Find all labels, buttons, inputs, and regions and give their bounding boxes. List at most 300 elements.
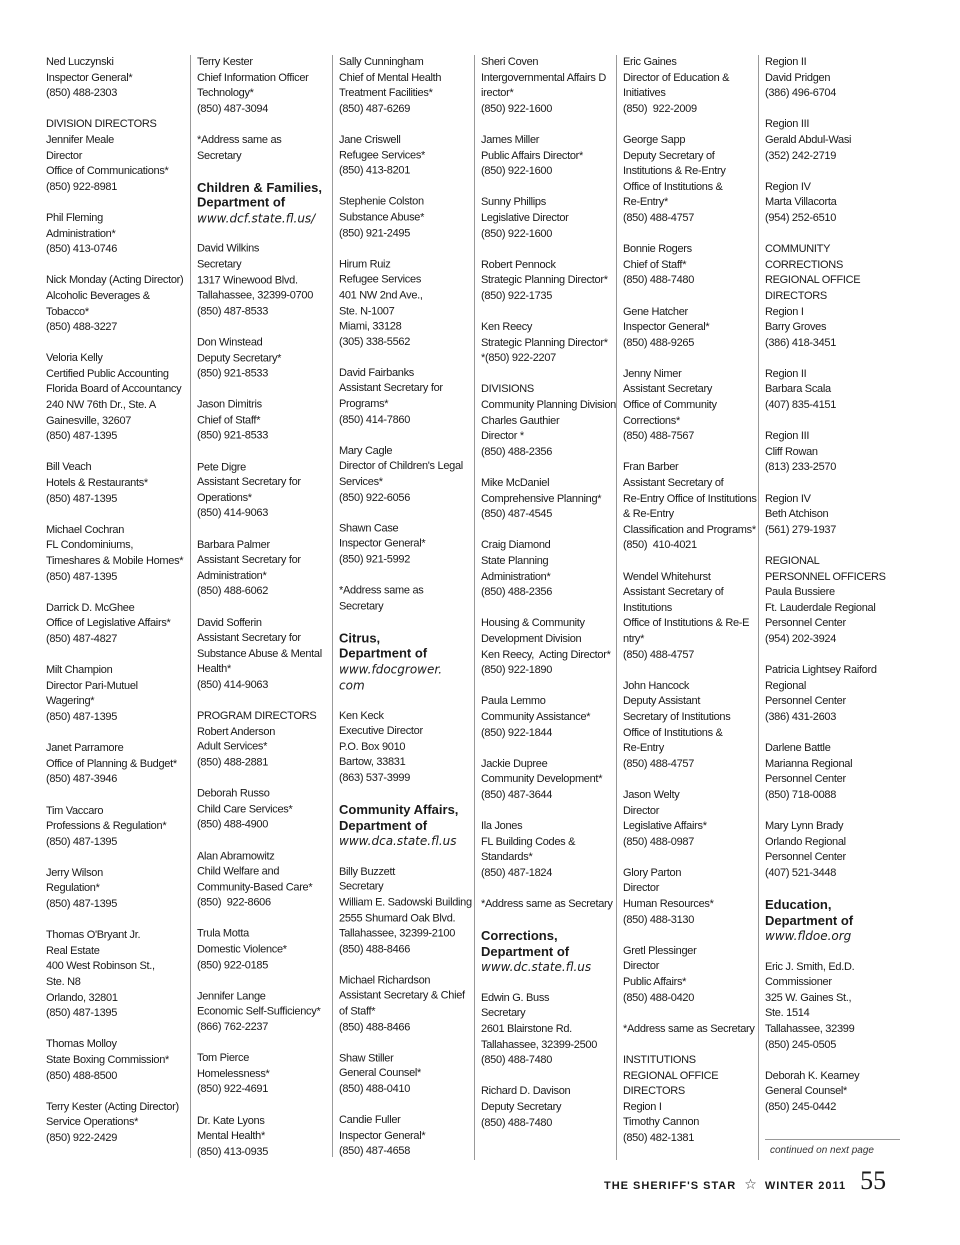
department-section-heading [481, 928, 619, 975]
entry-line: Paula Bussiere [765, 586, 835, 599]
entry-line: (352) 242-2719 [765, 149, 837, 162]
entry-line: P.O. Box 9010 [339, 740, 406, 753]
directory-entry [481, 819, 619, 881]
entry-line: Sunny Phillips [481, 196, 546, 209]
entry-line: (850) 488-2356 [481, 445, 553, 458]
directory-entry [197, 398, 335, 445]
entry-line: Ste. N-1007 [339, 304, 395, 317]
entry-line: Eric Gaines [623, 56, 677, 68]
entry-line: Public Affairs Director* [481, 149, 584, 162]
entry-line: (813) 233-2570 [765, 461, 837, 474]
entry-line: Tobacco* [46, 305, 89, 318]
entry-line: Thomas O'Bryant Jr. [46, 929, 141, 942]
entry-line: Region III [765, 430, 810, 443]
department-section-heading [339, 630, 477, 693]
entry-line: Certified Public Accounting [46, 367, 169, 380]
entry-line: Assistant Secretary of [623, 586, 724, 599]
directory-entry [765, 242, 903, 351]
entry-line: Health* [197, 663, 231, 676]
directory-entry [481, 897, 619, 913]
directory-entry [46, 55, 184, 102]
entry-line: Thomas Molloy [46, 1038, 117, 1051]
entry-line: Inspector General* [623, 321, 710, 334]
entry-line: Phil Fleming [46, 211, 103, 224]
entry-line: Secretary [339, 881, 384, 894]
entry-line: Sheri Coven [481, 56, 539, 68]
entry-line: (850) 487-1395 [46, 835, 118, 848]
department-url: www.fldoe.org [765, 929, 852, 944]
entry-line: Gerald Abdul-Wasi [765, 133, 852, 146]
entry-line: (561) 279-1937 [765, 523, 837, 536]
directory-entry [197, 989, 335, 1036]
entry-line: (850) 922-8606 [197, 896, 271, 909]
directory-entry [765, 960, 903, 1054]
entry-line: (850) 487-6269 [339, 102, 411, 115]
directory-entry [623, 866, 761, 928]
entry-line: (850) 487-1395 [46, 1007, 118, 1020]
entry-line: Administration* [481, 570, 551, 583]
entry-line: *Address same as [339, 584, 424, 597]
entry-line: (850) 488-4757 [623, 211, 695, 224]
entry-line: Hirum Ruiz [339, 258, 391, 271]
entry-line: Housing & Community [481, 617, 585, 630]
entry-line: Office of Legislative Affairs* [46, 617, 171, 630]
directory-entry [765, 663, 903, 725]
entry-line: Gainesville, 32607 [46, 414, 132, 427]
department-title: Citrus, [339, 630, 381, 646]
directory-entry [481, 757, 619, 804]
entry-line: Tallahassee, 32399 [765, 1023, 855, 1036]
entry-line: Deputy Secretary [481, 1101, 562, 1113]
entry-line: State Boxing Commission* [46, 1054, 170, 1066]
directory-entry [46, 523, 184, 585]
entry-line: Beth Atchison [765, 508, 829, 521]
entry-line: Services* [339, 475, 383, 488]
entry-line: Personnel Center [765, 695, 846, 708]
entry-line: Tallahassee, 32399-0700 [197, 289, 314, 302]
directory-entry [46, 1037, 184, 1084]
entry-line: PERSONNEL OFFICERS [765, 570, 886, 583]
entry-line: Initiatives [623, 87, 666, 100]
department-url: www.dca.state.fl.us [339, 834, 457, 848]
entry-line: (850) 488-2356 [481, 586, 553, 599]
entry-line: Assistant Secretary [623, 383, 713, 396]
directory-entry [481, 476, 619, 523]
directory-entry [197, 787, 335, 834]
entry-line: Re-Entry* [623, 196, 668, 209]
entry-line: Marianna Regional [765, 757, 853, 770]
directory-entry [481, 258, 619, 305]
directory-entry [339, 973, 477, 1035]
entry-line: (850) 922-2009 [623, 102, 697, 115]
entry-line: Miami, 33128 [339, 320, 402, 333]
entry-line: Paula Lemmo [481, 695, 546, 708]
entry-line: Community-Based Care* [197, 881, 313, 894]
department-section-heading [197, 180, 335, 227]
directory-entry [481, 616, 619, 678]
entry-line: Nick Monday (Acting Director) [46, 274, 184, 287]
entry-line: Michael Richardson [339, 974, 431, 987]
directory-entry [197, 55, 335, 117]
entry-line: General Counsel* [339, 1067, 422, 1080]
entry-line: Hotels & Restaurants* [46, 477, 148, 490]
entry-line: Bill Veach [46, 461, 92, 474]
department-url: www.dc.state.fl.us [481, 960, 592, 975]
entry-line: Candie Fuller [339, 1114, 401, 1127]
entry-line: Jenny Nimer [623, 367, 682, 380]
entry-line: Bonnie Rogers [623, 243, 692, 256]
directory-entry [623, 944, 761, 1006]
entry-line: Terry Kester [197, 55, 253, 68]
entry-line: Director [623, 960, 660, 973]
entry-line: Homelessness* [197, 1067, 270, 1080]
entry-line: (850) 922-2429 [46, 1131, 118, 1144]
entry-line: Region II [765, 56, 807, 68]
entry-line: John Hancock [623, 679, 690, 692]
entry-line: David Wilkins [197, 243, 260, 255]
entry-line: Secretary of Institutions [623, 710, 731, 723]
entry-line: Region IV [765, 492, 811, 505]
entry-line: Tallahassee, 32399-2500 [481, 1038, 598, 1051]
directory-entry [765, 554, 903, 648]
entry-line: Commissioner [765, 976, 832, 989]
entry-line: Professions & Regulation* [46, 820, 167, 833]
entry-line: Secretary [339, 600, 384, 613]
entry-line: Standards* [481, 851, 533, 864]
entry-line: Personnel Center [765, 851, 846, 864]
entry-line: (850) 488-9265 [623, 336, 695, 349]
entry-line: (850) 245-0442 [765, 1101, 837, 1113]
entry-line: (407) 835-4151 [765, 399, 837, 412]
page-footer [604, 1166, 887, 1195]
entry-line: Strategic Planning Director* [481, 336, 608, 349]
entry-line: Timeshares & Mobile Homes* [46, 555, 184, 567]
entry-line: Ned Luczynski [46, 56, 114, 68]
entry-line: Region I [623, 1100, 662, 1113]
directory-entry [339, 709, 477, 787]
entry-line: Ken Keck [339, 709, 384, 722]
entry-line: (850) 488-8500 [46, 1069, 118, 1082]
directory-entry [623, 570, 761, 664]
entry-line: Office of Community [623, 399, 717, 412]
entry-line: (850) 487-1824 [481, 866, 553, 879]
entry-line: Sally Cunningham [339, 55, 424, 68]
entry-line: James Miller [481, 133, 540, 146]
entry-line: Wendel Whitehurst [623, 570, 711, 583]
entry-line: (386) 496-6704 [765, 87, 837, 100]
entry-line: Billy Buzzett [339, 865, 396, 878]
entry-line: Assistant Secretary & Chief [339, 989, 465, 1002]
department-title: Department of [765, 912, 854, 928]
entry-line: Dr. Kate Lyons [197, 1114, 265, 1127]
directory-entry [197, 538, 335, 600]
entry-line: Regional [765, 679, 807, 692]
entry-line: of Staff* [339, 1005, 376, 1018]
entry-line: Trula Motta [197, 927, 249, 940]
column-1 [46, 55, 184, 1160]
entry-line: Orlando Regional [765, 835, 846, 848]
entry-line: George Sapp [623, 133, 686, 146]
entry-line: (866) 762-2237 [197, 1021, 269, 1034]
directory-entry [339, 1051, 477, 1098]
entry-line: Shawn Case [339, 522, 399, 535]
entry-line: State Planning [481, 555, 549, 567]
entry-line: (850) 488-7480 [623, 274, 695, 287]
entry-line: Assistant Secretary for [339, 382, 443, 395]
entry-line: Region III [765, 118, 810, 131]
department-title: Department of [197, 194, 286, 210]
entry-line: (863) 537-3999 [339, 771, 411, 784]
entry-line: Edwin G. Buss [481, 991, 550, 1004]
entry-line: (850) 922-1600 [481, 165, 553, 178]
entry-line: Ft. Lauderdale Regional [765, 601, 876, 614]
directory-entry [197, 242, 335, 320]
entry-line: Don Winstead [197, 336, 263, 349]
entry-line: Jerry Wilson [46, 866, 103, 879]
entry-line: Chief of Staff* [197, 414, 261, 427]
entry-line: REGIONAL [765, 555, 820, 567]
directory-entry [481, 1084, 619, 1131]
entry-line: (850) 488-0420 [623, 991, 695, 1004]
entry-line: (850) 487-1395 [46, 710, 118, 723]
entry-line: Inspector General* [339, 538, 426, 551]
entry-line: DIVISION DIRECTORS [46, 118, 157, 131]
directory-entry [197, 927, 335, 974]
entry-line: Milt Champion [46, 664, 113, 677]
entry-line: Office of Communications* [46, 165, 169, 178]
entry-line: Intergovernmental Affairs D [481, 71, 606, 84]
entry-line: Comprehensive Planning* [481, 492, 602, 505]
entry-line: (850) 921-8533 [197, 429, 269, 442]
directory-entry [481, 195, 619, 242]
directory-entry [481, 991, 619, 1069]
entry-line: Jason Welty [623, 788, 680, 801]
entry-line: Tim Vaccaro [46, 804, 104, 817]
department-title: Community Affairs, [339, 802, 459, 818]
directory-entry [765, 180, 903, 227]
entry-line: (850) 413-8201 [339, 164, 411, 177]
entry-line: (850) 488-7480 [481, 1054, 553, 1067]
department-url: www.dcf.state.fl.us/ [197, 211, 316, 226]
entry-line: COMMUNITY [765, 243, 831, 256]
directory-entry [46, 928, 184, 1022]
entry-line: Marta Villacorta [765, 196, 837, 209]
entry-line: General Counsel* [765, 1085, 848, 1098]
directory-entry [339, 133, 477, 180]
entry-line: Administration* [46, 227, 116, 240]
entry-line: Tom Pierce [197, 1052, 250, 1065]
entry-line: Director [623, 882, 660, 895]
entry-line: Office of Institutions & [623, 180, 723, 193]
entry-line: Region II [765, 367, 807, 380]
entry-line: David Sofferin [197, 616, 262, 629]
entry-line: (850) 922-6056 [339, 491, 411, 504]
entry-line: David Fairbanks [339, 367, 414, 379]
entry-line: (850) 488-2303 [46, 87, 118, 100]
entry-line: INSTITUTIONS [623, 1054, 696, 1066]
entry-line: Community Development* [481, 773, 603, 786]
entry-line: (850) 488-0987 [623, 835, 695, 848]
directory-entry [481, 320, 619, 367]
directory-entry [765, 367, 903, 414]
entry-line: Community Assistance* [481, 710, 591, 723]
entry-line: FL Condominiums, [46, 539, 134, 552]
entry-line: Director [623, 804, 660, 817]
entry-line: Treatment Facilities* [339, 87, 433, 100]
entry-line: Strategic Planning Director* [481, 274, 608, 287]
directory-entry [46, 117, 184, 195]
entry-line: Re-Entry [623, 742, 664, 755]
directory-entry [46, 663, 184, 725]
department-title: Department of [339, 645, 428, 661]
entry-line: DIVISIONS [481, 383, 534, 396]
entry-line: Deborah Russo [197, 787, 270, 800]
directory-entry [623, 460, 761, 554]
directory-entry [46, 211, 184, 258]
entry-line: Deputy Secretary* [197, 351, 282, 364]
entry-line: (850) 488-8466 [339, 1021, 411, 1034]
entry-line: FL Building Codes & [481, 835, 576, 848]
entry-line: Community Planning Division [481, 399, 616, 412]
entry-line: (850) 488-8466 [339, 943, 411, 956]
entry-line: Shaw Stiller [339, 1052, 394, 1065]
entry-line: (850) 487-1395 [46, 492, 118, 505]
entry-line: (386) 431-2603 [765, 710, 837, 723]
entry-line: irector* [481, 87, 514, 100]
entry-line: (850) 414-7860 [339, 413, 411, 426]
entry-line: Chief of Mental Health [339, 71, 442, 84]
entry-line: (407) 521-3448 [765, 866, 837, 879]
entry-line: (850) 487-1395 [46, 898, 118, 911]
entry-line: 325 W. Gaines St., [765, 991, 852, 1004]
entry-line: Gene Hatcher [623, 305, 688, 318]
entry-line: Deborah K. Kearney [765, 1069, 860, 1082]
directory-entry [339, 366, 477, 428]
entry-line: Human Resources* [623, 898, 714, 911]
entry-line: Substance Abuse* [339, 211, 425, 224]
entry-line: (850) 718-0088 [765, 788, 837, 801]
department-url: www.fdocgrower. com [339, 662, 443, 693]
entry-line: (850) 414-9063 [197, 507, 269, 520]
entry-line: Michael Cochran [46, 523, 125, 536]
entry-line: Executive Director [339, 725, 423, 738]
department-title: Department of [339, 817, 428, 833]
entry-line: Robert Anderson [197, 725, 276, 738]
entry-line: (850) 413-0935 [197, 1145, 269, 1158]
entry-line: Terry Kester (Acting Director) [46, 1100, 179, 1113]
entry-line: (850) 487-1395 [46, 430, 118, 443]
entry-line: 400 West Robinson St., [46, 960, 155, 973]
entry-line: Domestic Violence* [197, 943, 287, 956]
entry-line: Office of Planning & Budget* [46, 757, 177, 770]
entry-line: Ste. 1514 [765, 1007, 810, 1020]
page-number: 55 [860, 1166, 887, 1195]
directory-entry [46, 866, 184, 913]
entry-line: Janet Parramore [46, 742, 124, 755]
directory-entry [46, 741, 184, 788]
directory-entry [623, 55, 761, 117]
entry-line: REGIONAL OFFICE [623, 1069, 719, 1082]
directory-entry [481, 133, 619, 180]
directory-entry [623, 788, 761, 850]
entry-line: Adult Services* [197, 741, 268, 754]
directory-entry [339, 257, 477, 350]
entry-line: Legislative Director [481, 211, 569, 224]
entry-line: Substance Abuse & Mental [197, 647, 322, 660]
entry-line: Ken Reecy, Acting Director* [481, 648, 611, 661]
entry-line: Chief Information Officer [197, 71, 309, 84]
continued-note: continued on next page [770, 1145, 874, 1156]
entry-line: Richard D. Davison [481, 1085, 571, 1098]
entry-line: *Address same as [197, 133, 282, 146]
entry-line: Assistant Secretary of [623, 477, 724, 490]
entry-line: (954) 252-6510 [765, 211, 837, 224]
column-6 [758, 55, 903, 1160]
entry-line: Corrections* [623, 414, 680, 427]
magazine-title: THE SHERIFF'S STAR [604, 1180, 737, 1192]
issue-date: WINTER 2011 [764, 1180, 847, 1192]
entry-line: Assistant Secretary for [197, 554, 301, 567]
directory-entry [765, 819, 903, 881]
department-section-heading [339, 802, 477, 849]
directory-entry [46, 273, 184, 335]
directory-entry [197, 709, 335, 771]
entry-line: 2555 Shumard Oak Blvd. [339, 912, 456, 925]
entry-line: Wagering* [46, 695, 95, 708]
entry-line: Assistant Secretary for [197, 632, 301, 645]
entry-line: Jackie Dupree [481, 757, 548, 770]
entry-line: Director Pari-Mutuel [46, 679, 138, 692]
entry-line: (850) 922-4691 [197, 1083, 269, 1096]
entry-line: Regulation* [46, 882, 100, 895]
entry-line: Secretary [197, 149, 242, 162]
entry-line: Ila Jones [481, 820, 523, 833]
entry-line: REGIONAL OFFICE [765, 274, 861, 287]
directory-entry [197, 616, 335, 694]
entry-line: (850) 410-4021 [623, 539, 697, 552]
entry-line: Patricia Lightsey Raiford [765, 664, 877, 677]
entry-line: Deputy Assistant [623, 695, 701, 708]
directory-entry [623, 1053, 761, 1147]
entry-line: 401 NW 2nd Ave., [339, 289, 423, 302]
directory-entry [339, 444, 477, 506]
entry-line: (850) 488-4757 [623, 648, 695, 661]
directory-entry [623, 133, 761, 227]
entry-line: Florida Board of Accountancy [46, 383, 182, 396]
directory-entry [765, 55, 903, 102]
entry-line: (850) 487-4545 [481, 508, 553, 521]
entry-line: Bartow, 33831 [339, 756, 406, 769]
entry-line: (850) 488-7480 [481, 1116, 553, 1129]
entry-line: DIRECTORS [765, 289, 827, 302]
entry-line: Charles Gauthier [481, 414, 560, 427]
entry-line: Cliff Rowan [765, 445, 818, 458]
directory-entry [46, 1100, 184, 1147]
directory-entry [339, 584, 477, 615]
directory-entry [765, 429, 903, 476]
entry-line: *(850) 922-2207 [481, 352, 557, 365]
entry-line: Chief of Staff* [623, 258, 687, 271]
entry-line: Eric J. Smith, Ed.D. [765, 960, 855, 973]
entry-line: Mental Health* [197, 1130, 265, 1143]
entry-line: Director * [481, 430, 524, 443]
column-2 [190, 55, 335, 1158]
entry-line: (850) 413-0746 [46, 243, 118, 256]
entry-line: Director [46, 149, 83, 162]
entry-line: Barbara Palmer [197, 538, 270, 551]
entry-line: (850) 487-4827 [46, 632, 118, 645]
entry-line: (850) 487-4658 [339, 1145, 411, 1158]
